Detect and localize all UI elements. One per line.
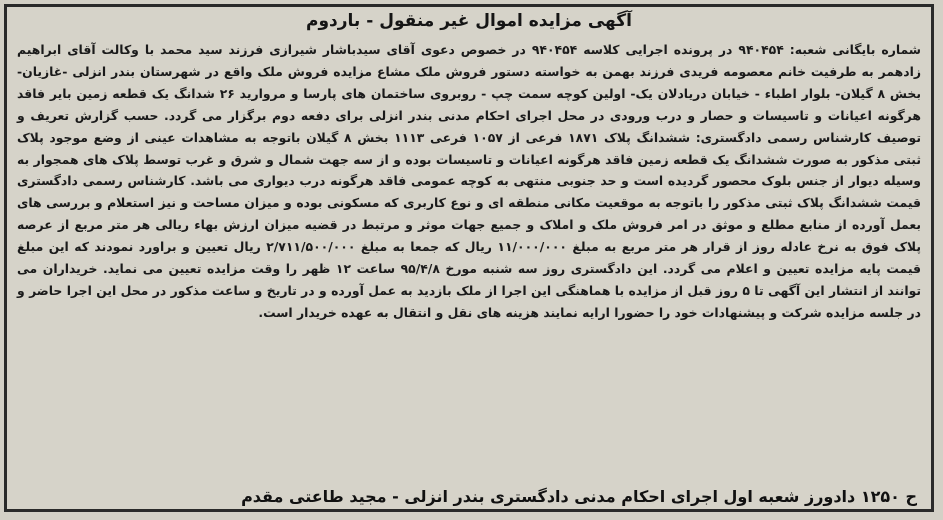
notice-body: شماره بایگانی شعبه: ۹۴۰۴۵۴ در پرونده اجرایی کلاسه ۹۴۰۴۵۴ در خصوص دعوی آقای سیدباشار شیرازی فرزند سید محمد با وکالت آقای ابراهیم زادهمر به طرفیت خانم معصومه فریدی فرزند بهمن به خواسته دستور فروش ملک مشاع مزایده فروش ملک واقع در شهرستان بندر انزلی -غازیان- بخش ۸ گیلان- بلوار اطباء - خیابان دریادلان یک- اولین کوچه سمت چپ - روبروی ساختمان های پارسا و مروارید ۲۶ شدانگ یک قطعه زمین بایر فاقد هرگونه اعیانات و تاسیسات و حصار و درب ورودی در محل اجرای احکام مدنی بندر انزلی برای دفعه دوم برگزار می گردد. حسب گزارش تعریف و توصیف کارشناس رسمی دادگستری: ششدانگ پلاک ۱۸۷۱ فرعی از ۱۰۵۷ فرعی ۱۱۱۳ بخش ۸ گیلان باتوجه به مشاهدات عینی از وضع موجود پلاک ثبتی مذکور به صورت ششدانگ یک قطعه زمین فاقد هرگونه اعیانات و تاسیسات بوده و از سه جهت شمال و شرق و غرب توسط پلاک های همجوار به وسیله دیوار از جنس بلوک محصور گردیده است و حد جنوبی منتهی به کوچه عمومی فاقد هرگونه درب دیواری می باشد. کارشناس رسمی دادگستری قیمت ششدانگ پلاک ثبتی مذکور را باتوجه به موقعیت مکانی منطقه ای و نوع کاربری که مسکونی بوده و میزان مساحت و نیز استعلام و بررسی های بعمل آورده از منابع مطلع و موثق در امر فروش ملک و املاک و جمیع جهات موثر و مرتبط در قضیه میزان ارزش بهاء ریالی هر متر مربع از عرصه پلاک فوق به نرخ عادله روز از قرار هر متر مربع به مبلغ ۱۱/۰۰۰/۰۰۰ ریال که جمعا به مبلغ ۲/۷۱۱/۵۰۰/۰۰۰ ریال تعیین و براورد نمودند که این مبلغ قیمت پایه مزایده تعیین و اعلام می گردد. این دادگستری روز سه شنبه مورخ ۹۵/۴/۸ ساعت ۱۲ ظهر را وقت مزایده تعیین می نماید. خریداران می توانند از انتشار این آگهی تا ۵ روز قبل از مزایده با هماهنگی این اجرا از ملک بازدید به عمل آورده و در تاریخ و ساعت مذکور در محل این اجرا حاضر و در جلسه مزایده شرکت و پیشنهادات خود را حضورا ارایه نمایند هزینه های نقل و انتقال به عهده خریدار است. (17, 42, 921, 320)
notice-frame (4, 4, 934, 512)
notice-signature: ح ۱۲۵۰ دادورز شعبه اول اجرای احکام مدنی دادگستری بندر انزلی - مجید طاعتی مقدم (241, 487, 917, 506)
notice-title: آگهی مزایده اموال غیر منقول - باردوم (306, 11, 632, 31)
